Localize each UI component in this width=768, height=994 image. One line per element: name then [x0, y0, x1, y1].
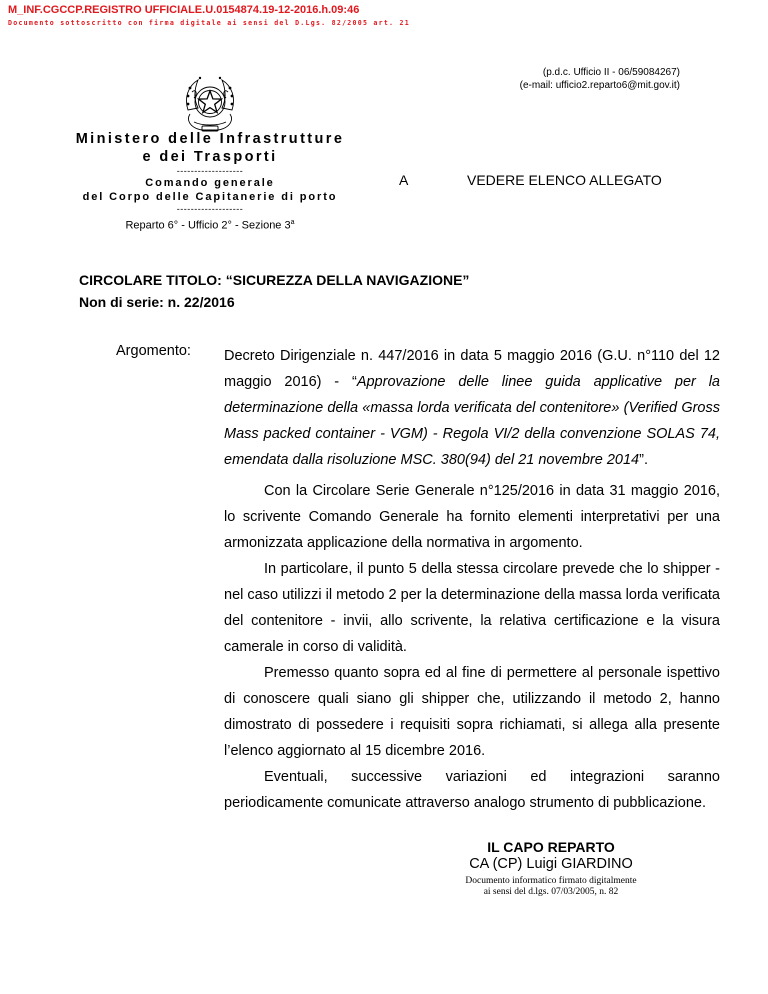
subject-tail: ”. [639, 452, 648, 468]
digital-signature-stamp: Documento sottoscritto con firma digitale ai sensi del D.Lgs. 82/2005 art. 21 [8, 19, 410, 27]
paragraph-3: Premesso quanto sopra ed al fine di permettere al personale ispettivo di conoscere quali siano gli shipper che, utilizzando il metodo 2, hanno dimostrato di possedere i requisiti sopra richiamati, si allega alla presente l’elenco aggiornato al 15 dicembre 2016. [224, 665, 720, 759]
separator-line: ------------------- [176, 166, 244, 176]
office-reference-sup: a [290, 219, 295, 226]
ministry-name-line1: Ministero delle Infrastrutture [75, 131, 345, 147]
circular-heading [79, 269, 469, 313]
paragraph-2: In particolare, il punto 5 della stessa circolare prevede che lo shipper - nel caso utilizzi il metodo 2 per la determinazione della massa lorda verificata del contenitore - invii, allo scrivente, la relativa certificazione e la visura camerale in corso di validità. [224, 561, 720, 655]
signature-note-line2: ai sensi del d.lgs. 07/03/2005, n. 82 [483, 887, 619, 897]
protocol-stamp: M_INF.CGCCP.REGISTRO UFFICIALE.U.0154874.19-12-2016.h.09:46 [8, 4, 360, 16]
signature-note [441, 876, 661, 898]
signature-title: IL CAPO REPARTO [487, 839, 615, 855]
signature-block [441, 838, 661, 898]
contact-info [420, 66, 680, 92]
paragraph-1: Con la Circolare Serie Generale n°125/2016 in data 31 maggio 2016, lo scrivente Comando Generale ha fornito elementi interpretativi per una armonizzata applicazione della normativa in argomento. [224, 483, 720, 551]
body-text [224, 478, 720, 816]
paragraph-4: Eventuali, successive variazioni ed integrazioni saranno periodicamente comunicate attraverso analogo strumento di pubblicazione. [224, 769, 720, 811]
italian-republic-emblem-icon [180, 70, 240, 136]
contact-pdc: (p.d.c. Ufficio II - 06/59084267) [542, 67, 680, 78]
organization-header [60, 130, 360, 234]
comando-line1: Comando generale [145, 177, 275, 189]
addressee-prefix: A [399, 172, 409, 188]
office-reference-text: Reparto 6° - Ufficio 2° - Sezione 3 [125, 219, 291, 232]
signature-name: CA (CP) Luigi GIARDINO [469, 856, 633, 872]
contact-email: (e-mail: ufficio2.reparto6@mit.gov.it) [519, 80, 680, 91]
comando-line2: del Corpo delle Capitanerie di porto [82, 191, 338, 203]
subject-lead: Decreto Dirigenziale n. 447/2016 in data 5 maggio 2016 (G.U. n°110 del 12 maggio 2016) - “ [224, 348, 720, 390]
addressee-text: VEDERE ELENCO ALLEGATO [467, 172, 662, 188]
circular-series: Non di serie: n. 22/2016 [79, 294, 235, 310]
subject-italic: Approvazione delle linee guida applicative per la determinazione della «massa lorda verificata del contenitore» (Verified Gross Mass packed container - VGM) - Regola VI/2 della convenzione SOLAS 74, emendata dalla risoluzione MSC. 380(94) del 21 novembre 2014 [224, 374, 720, 468]
subject-text [224, 343, 720, 473]
circular-title: CIRCOLARE TITOLO: “SICUREZZA DELLA NAVIGAZIONE” [79, 272, 470, 288]
signature-note-line1: Documento informatico firmato digitalmente [465, 876, 637, 886]
ministry-name-line2: e dei Trasporti [142, 149, 278, 165]
separator-line-2: ------------------- [176, 204, 244, 214]
office-reference [60, 215, 360, 234]
subject-label: Argomento: [116, 343, 191, 359]
